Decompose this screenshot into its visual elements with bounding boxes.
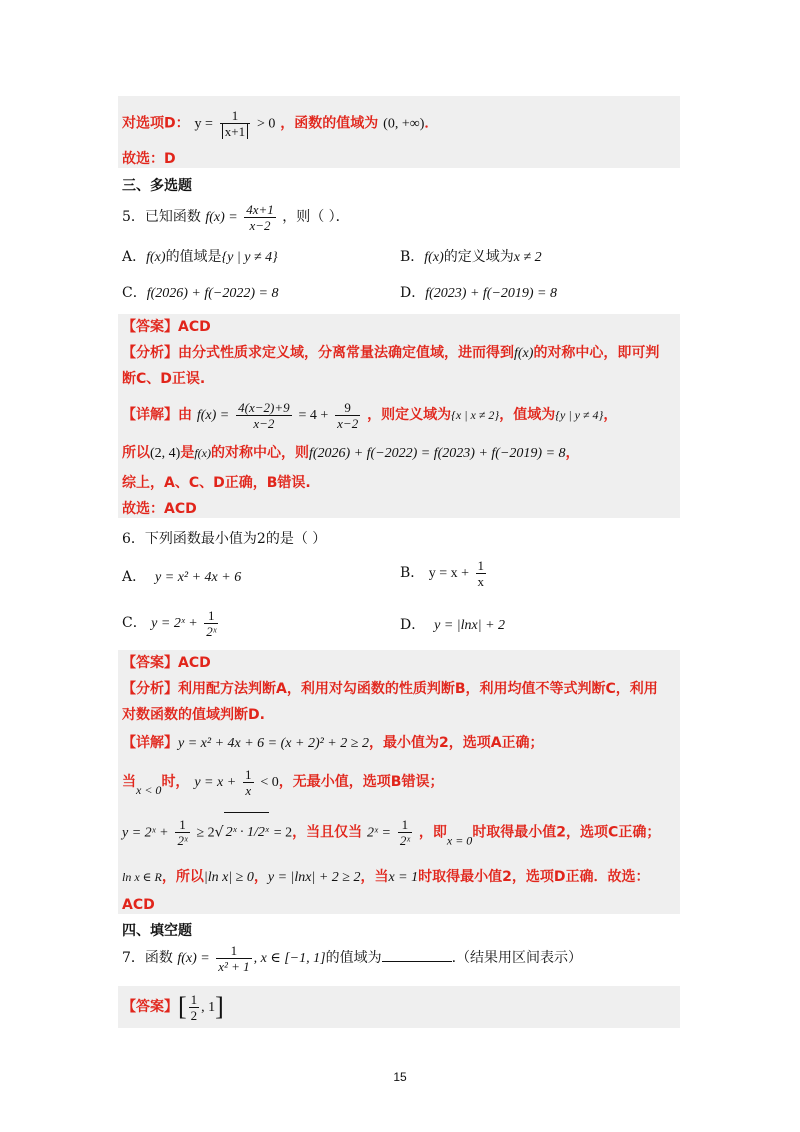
- q5-conclusion: 综上，A、C、D正确，B错误.: [122, 475, 311, 491]
- q5-detail-line2: 所以(2, 4)是f(x)的对称中心，则f(2026) + f(−2022) = f(2023) + f(−2019) = 8，: [122, 445, 580, 461]
- q6-detail-a: 【详解】y = x² + 4x + 6 = (x + 2)² + 2 ≥ 2，最小值为2，选项A正确；: [122, 735, 544, 751]
- page-number: 15: [393, 1070, 407, 1084]
- answer-blank: [382, 949, 452, 962]
- q5-answer: 【答案】ACD: [122, 319, 211, 335]
- q6-detail-d: ln x ∈ R，所以|ln x| ≥ 0，y = |lnx| + 2 ≥ 2，当x = 1时取得最小值2，选项D正确．故选：: [122, 869, 650, 885]
- option-d-analysis: 对选项D： y = $\frac{1}{x+1}$ > 0 ，函数的值域为 (0, +∞)．: [122, 108, 439, 139]
- q6-detail-b: 当x < 0时， y = x + $\frac{1}{x}$ < 0，无最小值，选项B错误；: [122, 766, 444, 798]
- section-4-heading: 四、填空题: [122, 923, 192, 939]
- q5-option-d: D．f(2023) + f(−2019) = 8: [400, 285, 558, 301]
- option-d-answer: 故选：D: [122, 151, 176, 167]
- q6-stem: 6．下列函数最小值为2的是（ ）: [122, 531, 327, 547]
- q6-answer: 【答案】ACD: [122, 655, 211, 671]
- q5-analysis-line1: 【分析】由分式性质求定义域，分离常量法确定值域，进而得到f(x)的对称中心，即可判: [122, 345, 660, 361]
- q7-stem: 7．函数 f(x) = $\frac{1}{\text{x² + 1}}$ , x ∈ [−1, 1]的值域为 .（结果用区间表示）: [122, 942, 583, 974]
- q5-stem: 5．已知函数 f(x) = $\frac{4x+1}{x-2}$ ，则（ ）．: [122, 201, 350, 233]
- q5-analysis-line2: 断C、D正误.: [122, 371, 206, 387]
- q7-answer: 【答案】[ $\frac{1}{2}$ , 1]: [122, 991, 224, 1023]
- q6-analysis-line1: 【分析】利用配方法判断A，利用对勾函数的性质判断B，利用均值不等式判断C，利用: [122, 681, 658, 697]
- q6-option-c: C． y = 2ˣ + $\frac{1}{\text{2ˣ}}$: [122, 607, 217, 639]
- q6-option-a: A． y = x² + 4x + 6: [122, 569, 242, 585]
- q6-option-b: B． y = x + $\frac{1}{x}$: [400, 557, 484, 589]
- q5-option-b: B．f(x)的定义域为x ≠ 2: [400, 249, 542, 265]
- q5-detail-line1: 【详解】由 f(x) = $\frac{4(x-2)+9}{x-2}$ = 4 + $\frac{9}{x-2}$ ，则定义域为{x | x ≠ 2}，值域为{y | y ≠ 4}，: [122, 399, 618, 431]
- q6-analysis-line2: 对数函数的值域判断D.: [122, 707, 265, 723]
- q5-option-a: A．f(x)的值域是{y | y ≠ 4}: [122, 249, 278, 265]
- q6-final-answer: ACD: [122, 897, 155, 913]
- q6-detail-c: y = 2ˣ + $\frac{1}{\text{2ˣ}}$ ≥ 2√ 2ˣ · 1/2ˣ = 2，当且仅当 2ˣ = $\frac{1}{\text{2ˣ}}$ ，即x = 0时取得最小值2，选项C正确；: [122, 812, 660, 861]
- q6-option-d: D． y = |lnx| + 2: [400, 617, 506, 633]
- q5-option-c: C．f(2026) + f(−2022) = 8: [122, 285, 279, 301]
- section-3-heading: 三、多选题: [122, 178, 192, 194]
- q5-final-answer: 故选：ACD: [122, 501, 197, 517]
